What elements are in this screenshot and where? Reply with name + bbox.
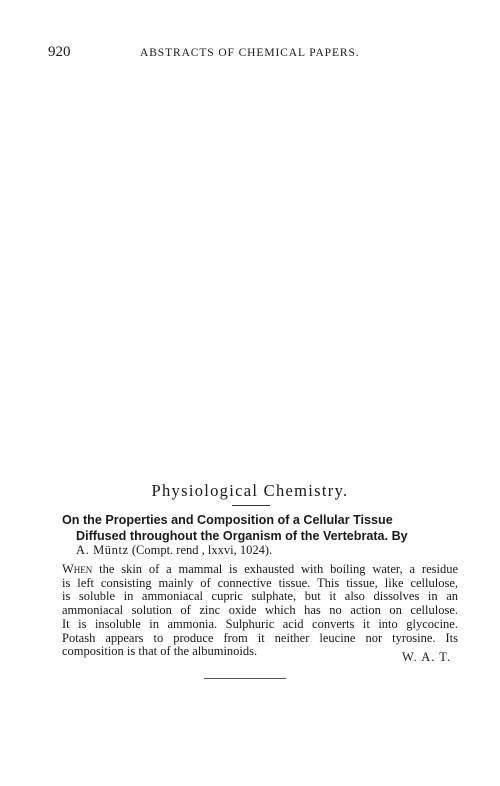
abstract-body [62, 563, 458, 659]
body-line: Potash appears to produce from it neither leucine nor tyrosine. Its [62, 630, 458, 645]
body-line: ammoniacal solution of zinc oxide which has no action on cellulose. [62, 603, 458, 618]
body-line: is soluble in ammoniacal cupric sulphate, but it also dissolves in an [62, 589, 458, 604]
citation: (Compt. rend , lxxvi, 1024). [131, 543, 273, 557]
body-line [62, 563, 458, 577]
signature: W. A. T. [402, 650, 452, 664]
author: A. Müntz [76, 543, 129, 557]
article-title-line: Diffused throughout the Organism of the Vertebrata. By [76, 529, 408, 543]
body-line: composition is that of the albuminoids. [62, 644, 258, 659]
body-line-text: the skin of a mammal is exhausted with boiling water, a residue [92, 562, 458, 576]
page-number: 920 [48, 44, 71, 60]
first-word: When [62, 562, 93, 576]
body-line: is left consisting mainly of connective tissue. This tissue, like cellulose, [62, 575, 458, 590]
section-divider [232, 505, 270, 506]
article-title [62, 512, 458, 544]
end-rule [204, 678, 286, 679]
article-title-line: On the Properties and Composition of a Cellular Tissue [62, 513, 393, 527]
section-title: Physiological Chemistry. [151, 481, 349, 500]
running-head: ABSTRACTS OF CHEMICAL PAPERS. [140, 47, 360, 59]
body-line: It is insoluble in ammonia. Sulphuric acid converts it into glycocine. [62, 616, 458, 631]
byline [76, 543, 272, 558]
